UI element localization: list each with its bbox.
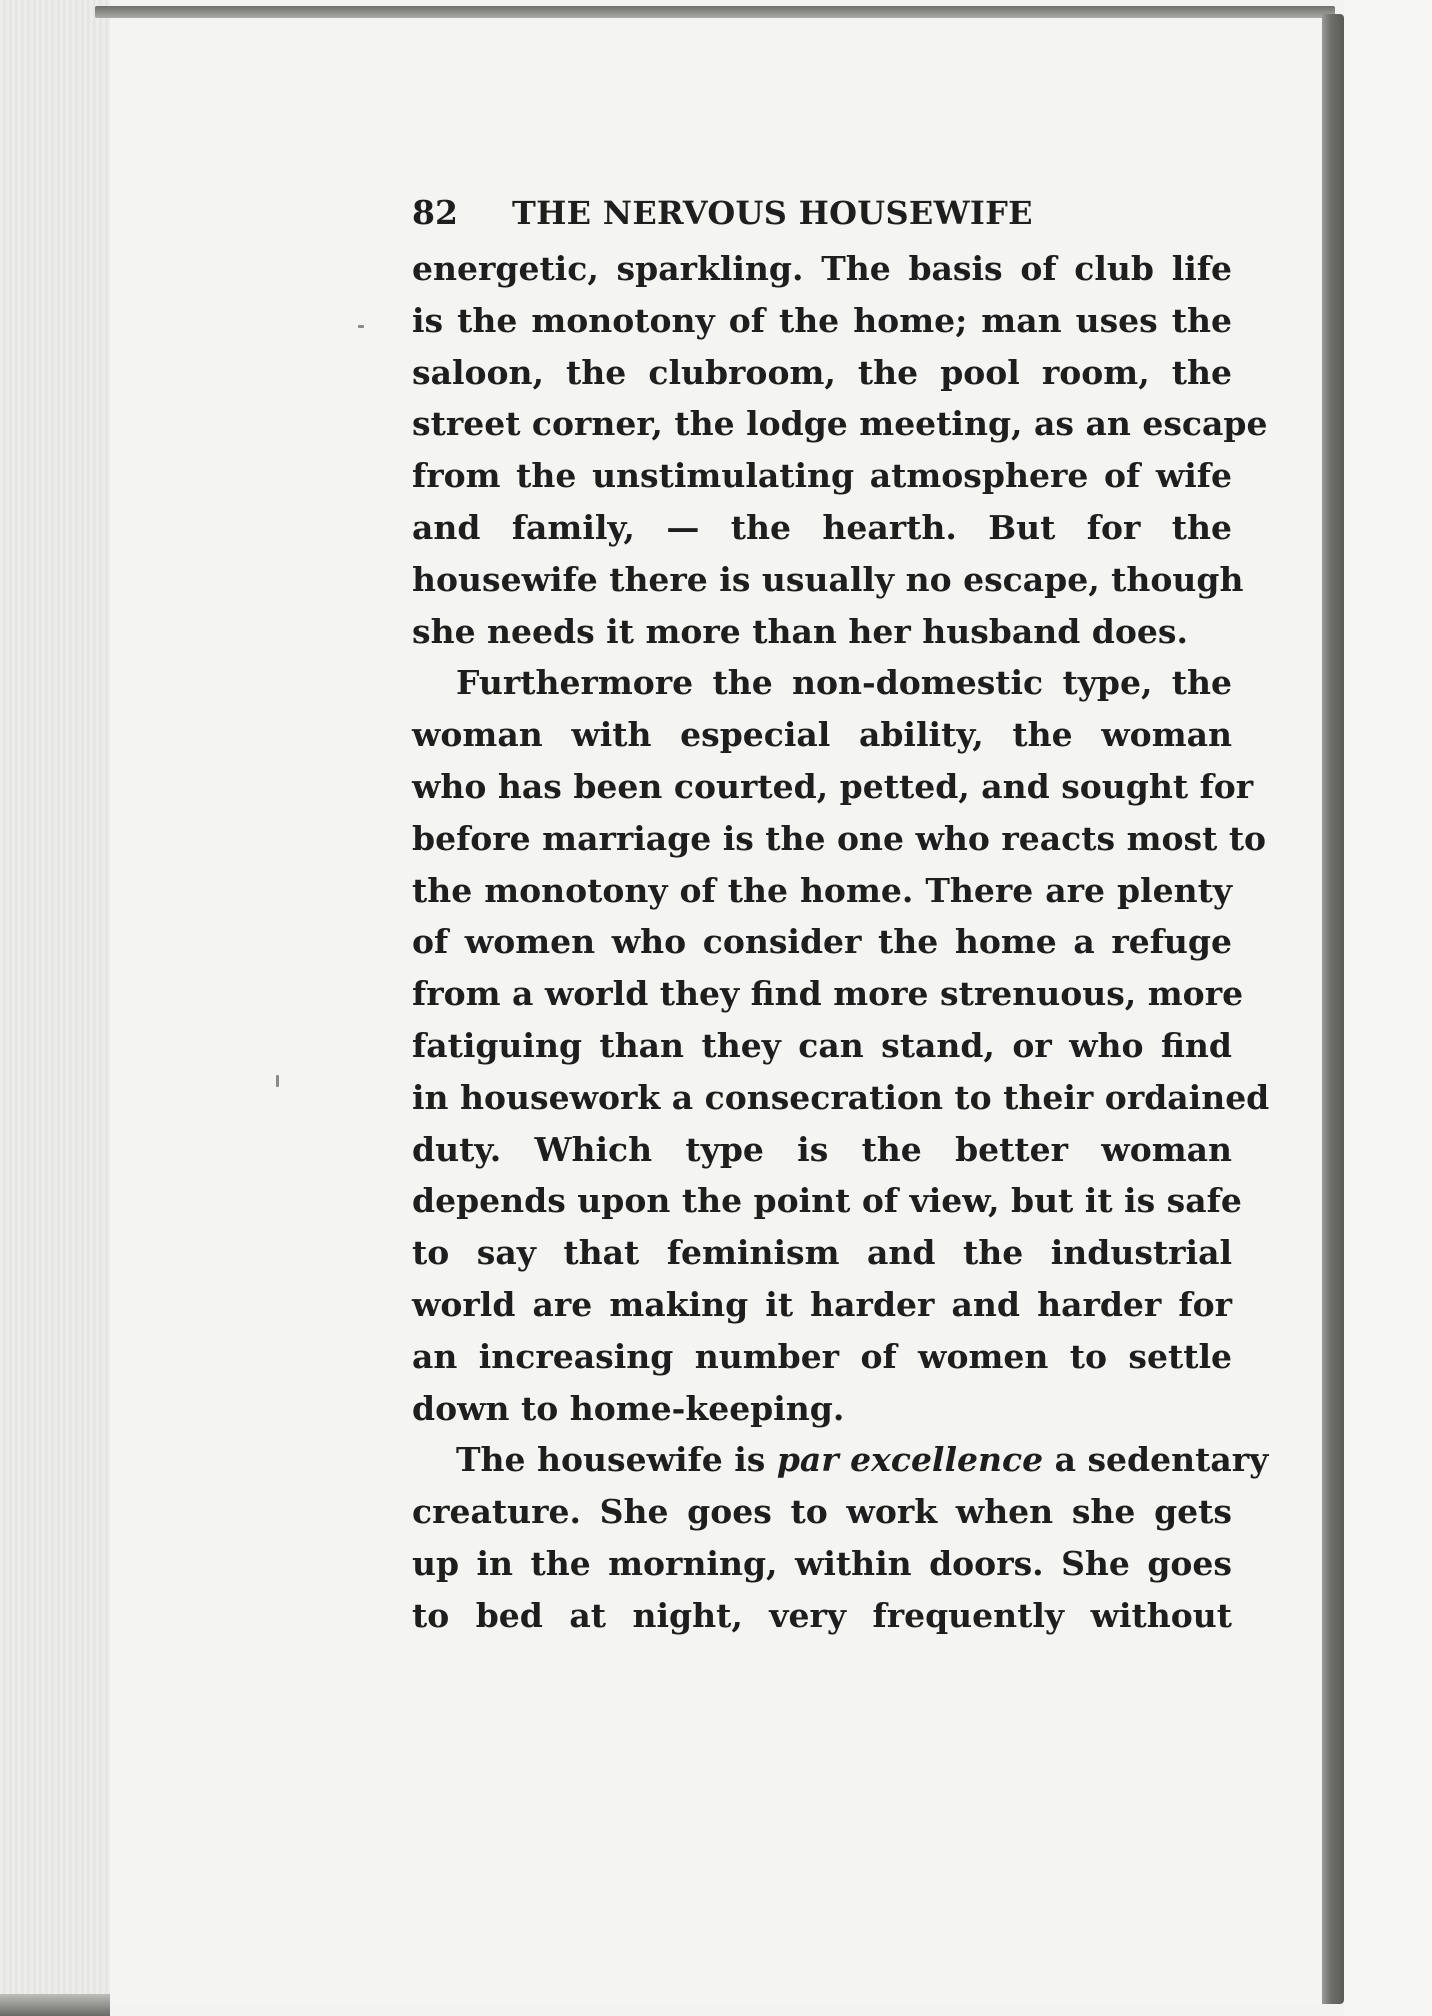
text-line: fatiguing than they can stand, or who find xyxy=(412,1025,1232,1065)
text-line: to bed at night, very frequently without xyxy=(412,1595,1232,1635)
text-run: a sedentary xyxy=(1043,1440,1269,1480)
text-line: up in the morning, within doors. She goes xyxy=(412,1543,1232,1583)
text-line: housewife there is usually no escape, though xyxy=(412,559,1244,599)
text-line: woman with especial ability, the woman xyxy=(412,715,1232,755)
text-line xyxy=(412,1434,1269,1486)
text-line: and family, — the hearth. But for the xyxy=(412,507,1232,547)
text-line: from a world they find more strenuous, more xyxy=(412,974,1244,1014)
text-line: of women who consider the home a refuge xyxy=(412,922,1232,962)
page-text xyxy=(412,193,1270,1642)
text-line: down to home-keeping. xyxy=(412,1388,845,1428)
paragraph-3 xyxy=(412,1434,1269,1641)
running-header xyxy=(412,193,1232,243)
text-line: the monotony of the home. There are plenty xyxy=(412,870,1232,910)
italic-phrase: par excellence xyxy=(776,1440,1044,1480)
text-line: street corner, the lodge meeting, as an escape xyxy=(412,404,1268,444)
text-line: depends upon the point of view, but it is safe xyxy=(412,1181,1242,1221)
text-line: duty. Which type is the better woman xyxy=(412,1129,1232,1169)
text-run: The housewife is xyxy=(456,1440,777,1480)
cover-edge xyxy=(1322,14,1344,2004)
text-line: saloon, the clubroom, the pool room, the xyxy=(412,352,1232,392)
text-line: energetic, sparkling. The basis of club life xyxy=(412,249,1232,288)
bottom-corner-shadow xyxy=(0,1994,110,2016)
text-line: Furthermore the non-domestic type, the xyxy=(456,663,1232,703)
text-line: creature. She goes to work when she gets xyxy=(412,1492,1232,1532)
page-number: 82 xyxy=(412,193,458,232)
page-stack-edge xyxy=(0,0,110,2016)
paragraph-1 xyxy=(412,243,1268,657)
right-margin xyxy=(1344,0,1432,2016)
dust-speck xyxy=(358,325,364,328)
text-line: from the unstimulating atmosphere of wife xyxy=(412,456,1232,496)
paragraph-2 xyxy=(412,657,1270,1434)
text-line: who has been courted, petted, and sought for xyxy=(412,766,1254,806)
dust-speck xyxy=(276,1075,279,1087)
text-line: she needs it more than her husband does. xyxy=(412,611,1188,651)
top-page-edge xyxy=(95,6,1335,18)
text-line: an increasing number of women to settle xyxy=(412,1336,1232,1376)
text-line: is the monotony of the home; man uses the xyxy=(412,300,1232,340)
text-line: before marriage is the one who reacts most to xyxy=(412,818,1267,858)
text-line: in housework a consecration to their ordained xyxy=(412,1077,1270,1117)
text-line: world are making it harder and harder for xyxy=(412,1284,1232,1324)
text-line: to say that feminism and the industrial xyxy=(412,1233,1232,1273)
running-title: THE NERVOUS HOUSEWIFE xyxy=(512,194,1033,232)
